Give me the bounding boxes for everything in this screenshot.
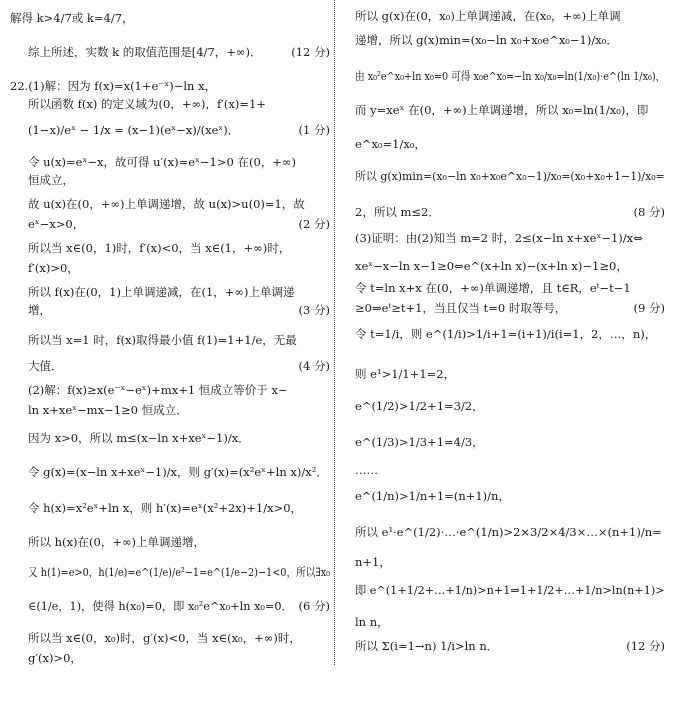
score-mark: (8 分) [633, 205, 665, 219]
line-text: 所以当 x∈(0，x₀)时，g′(x)<0，当 x∈(x₀，+∞)时， [28, 631, 301, 645]
line-text: ln x+xeˣ−mx−1≥0 恒成立． [28, 403, 188, 417]
text-line [10, 534, 330, 550]
line-text: 所以当 x∈(0，1)时，f′(x)<0，当 x∈(1，+∞)时， [28, 241, 291, 255]
text-line [355, 366, 665, 382]
line-text: 令 t=1/i，则 e^(1/i)>1/i+1=(i+1)/i(i=1，2，…，n)， [355, 327, 657, 341]
line-text: 所以 g(x)min=(x₀−ln x₀+x₀e^x₀−1)/x₀=(x₀+x₀+1−1)/x₀= [355, 169, 665, 183]
line-text: 故 u(x)在(0，+∞)上单调递增，故 u(x)>u(0)=1，故 [28, 197, 305, 211]
text-line [355, 32, 665, 48]
text-line [355, 102, 665, 118]
line-text: 由 x₀²e^x₀+ln x₀=0 可得 x₀e^x₀=−ln x₀/x₀=ln(1/x₀)·e^(ln 1/x₀)， [355, 69, 666, 83]
line-text: 又 h(1)=e>0，h(1/e)=e^(1/e)/e²−1=e^(1/e−2)−1<0，所以∃x₀ [28, 565, 331, 579]
text-line [10, 196, 330, 212]
score-mark: (1 分) [298, 123, 330, 137]
text-line [355, 462, 665, 478]
line-text: 综上所述，实数 k 的取值范围是[4/7，+∞)． [28, 45, 262, 59]
line-text: 所以 f(x)在(0，1)上单调递减，在(1，+∞)上单调递 [28, 285, 295, 299]
line-text: e^(1/2)>1/2+1=3/2， [355, 399, 484, 413]
text-line [355, 524, 665, 540]
score-mark: (2 分) [298, 217, 330, 231]
line-text: 所以 Σ(i=1→n) 1/i>ln n． [355, 639, 499, 653]
text-line [355, 168, 665, 184]
text-line [10, 284, 330, 300]
text-line [10, 402, 330, 418]
text-line [10, 598, 330, 614]
line-text: 所以当 x=1 时，f(x)取得最小值 f(1)=1+1/e，无最 [28, 333, 297, 347]
line-text: e^(1/n)>1/n+1=(n+1)/n， [355, 489, 510, 503]
text-line [10, 358, 330, 374]
line-text: 恒成立， [28, 173, 74, 187]
text-line [355, 258, 665, 274]
text-line [10, 382, 330, 398]
text-line [355, 136, 665, 152]
line-text: 增， [28, 303, 51, 317]
line-text: 则 e¹>1/1+1=2， [355, 367, 456, 381]
score-mark: (12 分) [626, 639, 665, 653]
line-text: (1−x)/eˣ − 1/x = (x−1)(eˣ−x)/(xeˣ)． [28, 123, 240, 137]
text-line [10, 332, 330, 348]
text-line [355, 68, 665, 84]
line-text: …… [355, 463, 378, 477]
line-text: 所以函数 f(x) 的定义域为(0，+∞)，f′(x)=1+ [28, 97, 266, 111]
text-line [10, 96, 330, 112]
text-line [10, 464, 330, 480]
text-line [355, 230, 665, 246]
line-text: 即 e^(1+1/2+…+1/n)>n+1⇒1+1/2+…+1/n>ln(n+1)> [355, 583, 665, 597]
text-line [10, 650, 330, 666]
line-text: ∈(1/e，1)，使得 h(x₀)=0，即 x₀²e^x₀+ln x₀=0． [28, 599, 293, 613]
line-text: 令 g(x)=(x−ln x+xeˣ−1)/x，则 g′(x)=(x²eˣ+ln x)/x²． [28, 465, 328, 479]
score-mark: (4 分) [298, 359, 330, 373]
line-text: 递增，所以 g(x)min=(x₀−ln x₀+x₀e^x₀−1)/x₀． [355, 33, 618, 47]
text-line [355, 582, 665, 598]
score-mark: (6 分) [298, 599, 330, 613]
text-line [355, 614, 665, 630]
text-line [355, 8, 665, 24]
text-line [10, 122, 330, 138]
text-line [10, 10, 330, 26]
line-text: 令 t=ln x+x 在(0，+∞)单调递增，且 t∈R，eᵗ−t−1 [355, 281, 631, 295]
text-line [10, 302, 330, 318]
text-line [10, 216, 330, 232]
line-text: 令 u(x)=eˣ−x，故可得 u′(x)=eˣ−1>0 在(0，+∞) [28, 155, 296, 169]
column-divider [334, 0, 335, 665]
score-mark: (3 分) [298, 303, 330, 317]
line-text: 因为 x>0，所以 m≤(x−ln x+xeˣ−1)/x． [28, 431, 250, 445]
text-line [10, 564, 330, 580]
line-text: 令 h(x)=x²eˣ+ln x，则 h′(x)=eˣ(x²+2x)+1/x>0， [28, 501, 303, 515]
line-text: e^(1/3)>1/3+1=4/3， [355, 435, 484, 449]
text-line [355, 434, 665, 450]
text-line [355, 554, 665, 570]
text-line [355, 300, 665, 316]
text-line [10, 44, 330, 60]
text-line [10, 240, 330, 256]
text-line [355, 280, 665, 296]
line-text: e^x₀=1/x₀， [355, 137, 426, 151]
line-text: 大值． [28, 359, 63, 373]
line-text: 解得 k>4/7或 k=4/7， [10, 11, 134, 25]
text-line [10, 260, 330, 276]
line-text: 所以 h(x)在(0，+∞)上单调递增， [28, 535, 206, 549]
text-line [10, 154, 330, 170]
text-line [10, 500, 330, 516]
line-text: xeˣ−x−ln x−1≥0⇔e^(x+ln x)−(x+ln x)−1≥0， [355, 259, 628, 273]
line-text: g′(x)>0， [28, 651, 82, 665]
text-line [355, 204, 665, 220]
text-line [355, 638, 665, 654]
line-text: eˣ−x>0， [28, 217, 85, 231]
text-line [10, 630, 330, 646]
text-line [355, 488, 665, 504]
line-text: 所以 e¹·e^(1/2)·…·e^(1/n)>2×3/2×4/3×…×(n+1)/n= [355, 525, 662, 539]
line-text: 所以 g(x)在(0，x₀)上单调递减，在(x₀，+∞)上单调 [355, 9, 621, 23]
text-line [355, 326, 665, 342]
line-text: 22.(1)解：因为 f(x)=x(1+e⁻ˣ)−ln x， [10, 79, 217, 93]
line-text: 2，所以 m≤2． [355, 205, 440, 219]
text-line [10, 430, 330, 446]
line-text: ln n， [355, 615, 389, 629]
line-text: ≥0⇒eᵗ≥t+1，当且仅当 t=0 时取等号， [355, 301, 567, 315]
text-line [355, 398, 665, 414]
line-text: n+1， [355, 555, 391, 569]
line-text: (3)证明：由(2)知当 m=2 时，2≤(x−ln x+xeˣ−1)/x⇔ [355, 231, 643, 245]
line-text: (2)解：f(x)≥x(e⁻ˣ−eˣ)+mx+1 恒成立等价于 x− [28, 383, 288, 397]
score-mark: (12 分) [291, 45, 330, 59]
text-line [10, 78, 330, 94]
score-mark: (9 分) [633, 301, 665, 315]
line-text: f′(x)>0， [28, 261, 79, 275]
text-line [10, 172, 330, 188]
line-text: 而 y=xeˣ 在(0，+∞)上单调递增，所以 x₀=ln(1/x₀)，即 [355, 103, 649, 117]
